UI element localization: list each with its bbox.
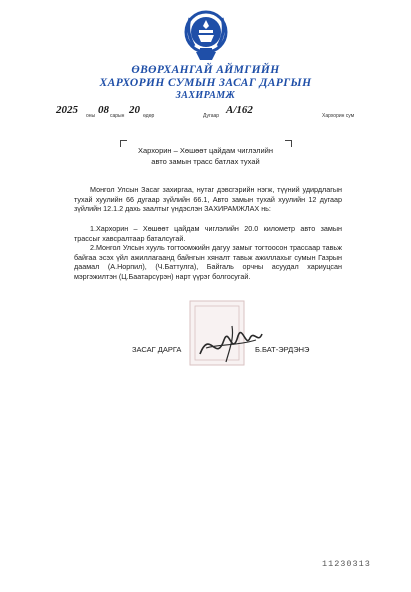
meta-number: А/162 (226, 104, 253, 116)
body-preamble: Монгол Улсын Засаг захиргаа, нутаг дэвсгэрийн нэгж, түүний удирдлагын тухай хуулийн 66 дугаар зүйлийн 66.1, Авто замын тухай хуулийн 12 дугаар зүйлийн 12.1.2 дахь заалтыг үндэслэн ЗАХИРАМЖЛАХ нь: (74, 185, 342, 214)
state-emblem-icon (184, 8, 228, 64)
meta-location: Хархорин сум (322, 113, 355, 119)
meta-month-suffix: сарын (110, 113, 125, 119)
title-line-1: Хархорин – Хөшөөт цайдам чиглэлийн (137, 146, 274, 155)
header-doc-type: ЗАХИРАМЖ (175, 90, 236, 101)
serial-number: 11230313 (322, 559, 371, 569)
document-title (0, 145, 411, 167)
meta-day: 20 (129, 104, 140, 116)
title-line-2: авто замын трасс батлах тухай (151, 157, 260, 166)
header-province: ӨВӨРХАНГАЙ АЙМГИЙН (131, 64, 280, 76)
meta-year-suffix: оны (86, 113, 96, 119)
meta-month: 08 (98, 104, 109, 116)
meta-number-prefix: Дугаар (203, 113, 220, 119)
body-item-1: 1.Хархорин – Хөшөөт цайдам чиглэлийн 20.0 километр авто замын трассыг хавсралтаар баталсугай. (74, 224, 342, 243)
signature-name: Б.БАТ-ЭРДЭНЭ (255, 345, 310, 354)
header-office: ХАРХОРИН СУМЫН ЗАСАГ ДАРГЫН (99, 77, 312, 89)
meta-year: 2025 (56, 104, 78, 116)
meta-day-suffix: өдөр (143, 113, 155, 119)
signature-position: ЗАСАГ ДАРГА (132, 345, 182, 354)
signature-icon (196, 318, 266, 366)
body-item-2: 2.Монгол Улсын хууль тогтоомжийн дагуу замыг тогтоосон трассаар тавьж байгаа эсэх үйл ажиллагаанд байнгын хяналт тавьж ажиллахыг сумын Газрын даамал (А.Норпил), (Ч.Баттулга), Байгаль орчны асуудал хариуцсан мэргэжилтэн (Ц.Баатарсүрэн) нарт үүрэг болгосугай. (74, 243, 342, 281)
